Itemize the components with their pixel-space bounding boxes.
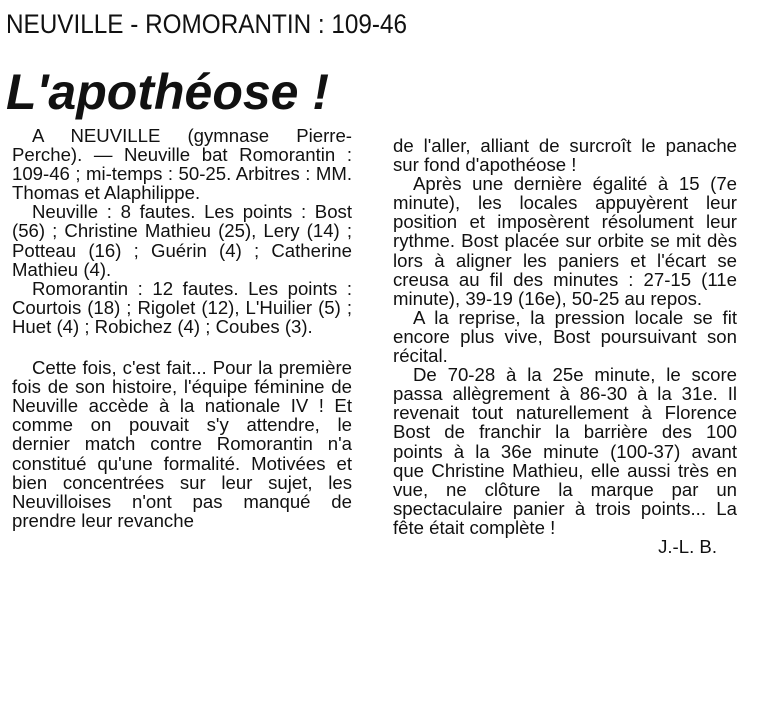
author-signature: J.-L. B. [658, 535, 717, 557]
romorantin-scorers-paragraph: Romorantin : 12 fautes. Les points : Courtois (18) ; Rigolet (12), L'Huilier (5) ; Huet (4) ; Robichez (4) ; Coubes (3). [12, 277, 352, 337]
body-paragraph: A la reprise, la pression locale se fit encore plus vive, Bost poursuivant son récital. [393, 306, 737, 367]
match-info-paragraph: A NEUVILLE (gymnase Pierre-Perche). — Neuville bat Romorantin : 109-46 ; mi-temps : 50-25. Arbitres : MM. Thomas et Alaphilippe. [12, 125, 352, 204]
body-paragraph: Après une dernière égalité à 15 (7e minute), les locales appuyèrent leur position et imposèrent résolument leur rythme. Bost placée sur orbite se mit dès lors à aligner les paniers et l'écart se creusa au fil des minutes : 27-15 (11e minute), 39-19 (16e), 50-25 au repos. [393, 173, 737, 309]
right-column [393, 136, 737, 556]
neuville-scorers-paragraph: Neuville : 8 fautes. Les points : Bost (56) ; Christine Mathieu (25), Lery (14) ; Potteau (16) ; Guérin (4) ; Catherine Mathieu (4). [12, 201, 352, 280]
body-paragraph: De 70-28 à la 25e minute, le score passa allègrement à 86-30 à la 31e. Il revenait tout naturellement à Florence Bost de franchir la barrière des 100 points à la 36e minute (100-37) avant que Christine Mathieu, elle aussi très en vue, ne clôture la marque par un spectaculaire panier à trois points... La fête était complète ! [393, 364, 737, 538]
body-paragraph: de l'aller, alliant de surcroît le panache sur fond d'apothéose ! [393, 135, 737, 176]
left-column [12, 126, 352, 530]
body-paragraph: Cette fois, c'est fait... Pour la première fois de son histoire, l'équipe féminine de Neuville accède à la nationale IV ! Et comme on pouvait s'y attendre, le dernier match contre Romorantin n'a constitué qu'une formalité. Motivées et bien concentrées sur leur sujet, les Neuvilloises n'ont pas manqué de prendre leur revanche [12, 357, 352, 531]
article-kicker: NEUVILLE - ROMORANTIN : 109-46 [6, 9, 408, 39]
article-headline: L'apothéose ! [6, 64, 330, 120]
